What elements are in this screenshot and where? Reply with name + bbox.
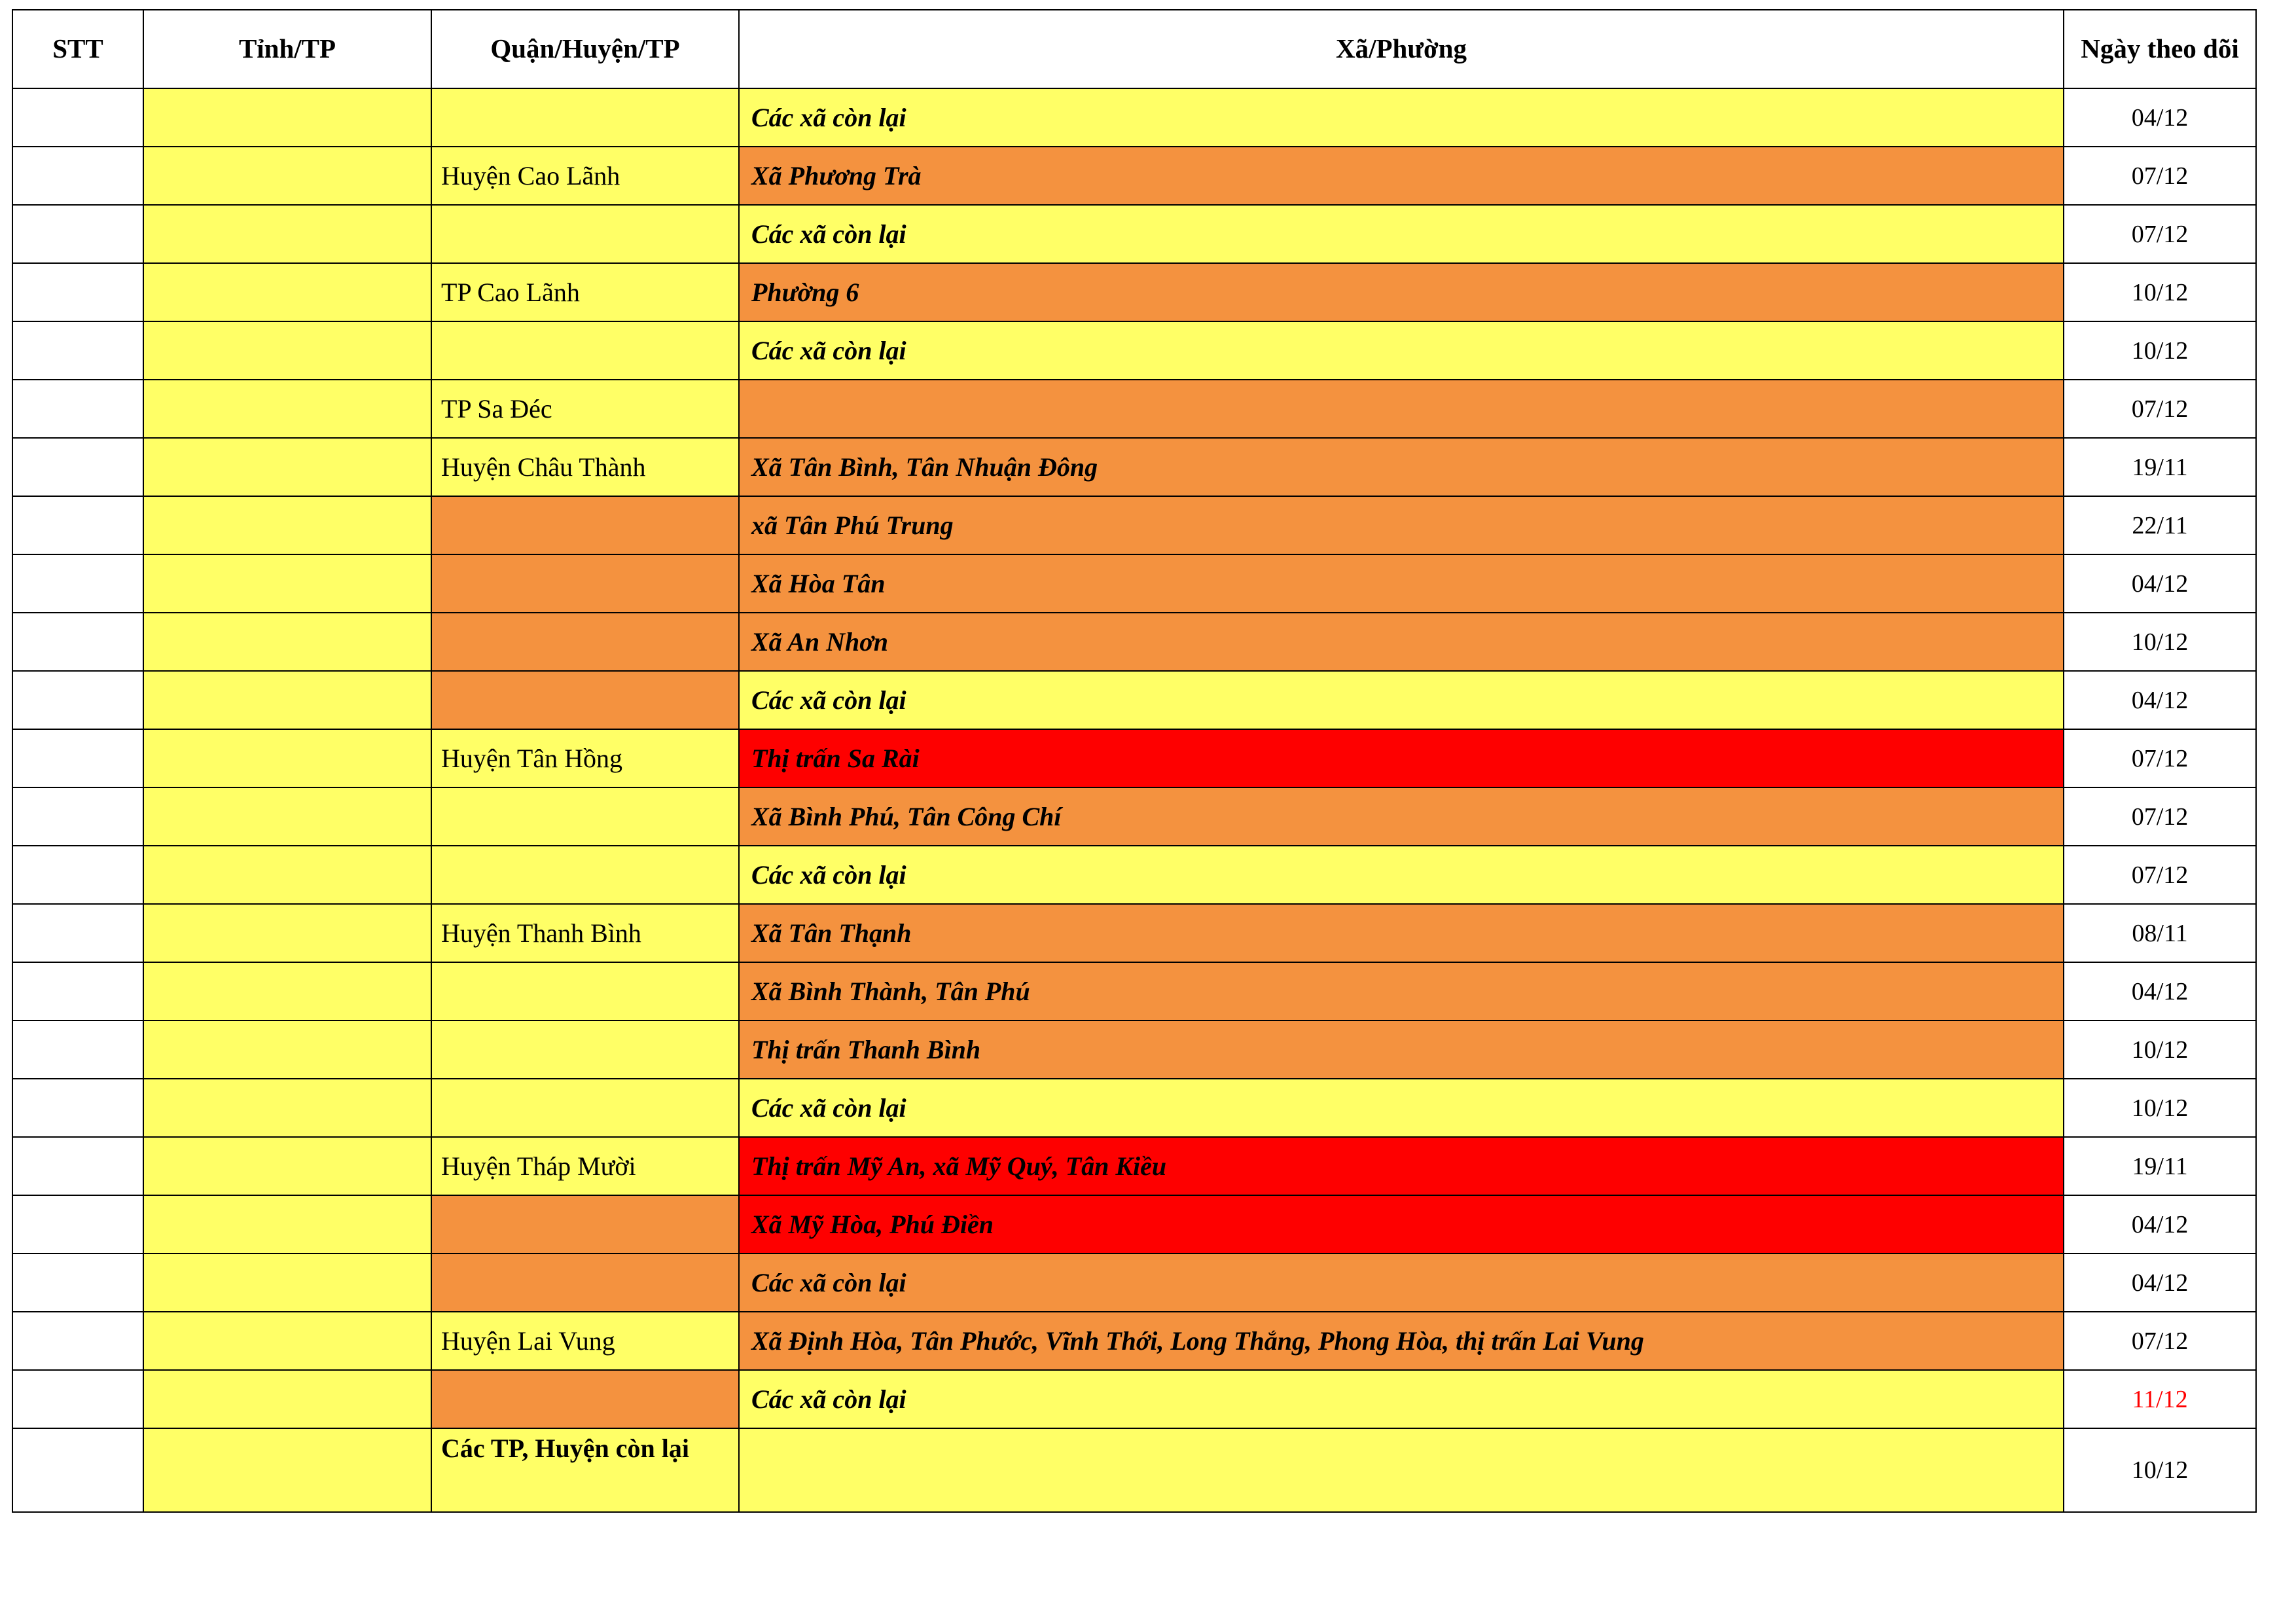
cell-district [431, 1079, 739, 1137]
cell-district [431, 1020, 739, 1079]
table-row [12, 205, 2256, 263]
cell-stt [12, 1312, 143, 1370]
cell-date: 04/12 [2064, 671, 2256, 729]
cell-district [431, 321, 739, 380]
cell-ward: Xã An Nhơn [739, 613, 2064, 671]
table-row [12, 1428, 2256, 1512]
cell-ward [739, 1428, 2064, 1512]
cell-date: 04/12 [2064, 1195, 2256, 1254]
cell-district [431, 846, 739, 904]
table-row [12, 496, 2256, 554]
cell-stt [12, 729, 143, 787]
table-row [12, 1020, 2256, 1079]
cell-ward: Thị trấn Thanh Bình [739, 1020, 2064, 1079]
cell-stt [12, 671, 143, 729]
cell-date: 07/12 [2064, 1312, 2256, 1370]
cell-district: Huyện Tân Hồng [431, 729, 739, 787]
cell-district: Huyện Châu Thành [431, 438, 739, 496]
cell-province [143, 205, 431, 263]
cell-district [431, 1370, 739, 1428]
cell-stt [12, 1020, 143, 1079]
cell-district: Huyện Tháp Mười [431, 1137, 739, 1195]
table-row [12, 671, 2256, 729]
cell-stt [12, 1370, 143, 1428]
cell-ward: Xã Mỹ Hòa, Phú Điền [739, 1195, 2064, 1254]
cell-date: 08/11 [2064, 904, 2256, 962]
column-header-district: Quận/Huyện/TP [431, 10, 739, 88]
cell-district [431, 205, 739, 263]
cell-district [431, 554, 739, 613]
cell-province [143, 321, 431, 380]
table-body [12, 88, 2256, 1512]
cell-ward: Xã Tân Thạnh [739, 904, 2064, 962]
table-row [12, 380, 2256, 438]
cell-date: 04/12 [2064, 88, 2256, 147]
cell-province [143, 729, 431, 787]
cell-ward: Các xã còn lại [739, 1254, 2064, 1312]
cell-ward: xã Tân Phú Trung [739, 496, 2064, 554]
cell-stt [12, 380, 143, 438]
cell-stt [12, 554, 143, 613]
cell-date: 19/11 [2064, 438, 2256, 496]
cell-stt [12, 1254, 143, 1312]
cell-ward: Các xã còn lại [739, 321, 2064, 380]
table-row [12, 321, 2256, 380]
cell-date: 07/12 [2064, 205, 2256, 263]
cell-province [143, 1370, 431, 1428]
cell-stt [12, 88, 143, 147]
cell-date: 07/12 [2064, 147, 2256, 205]
cell-date: 04/12 [2064, 962, 2256, 1020]
table-row [12, 787, 2256, 846]
table-header-row [12, 10, 2256, 88]
cell-stt [12, 438, 143, 496]
cell-stt [12, 205, 143, 263]
cell-ward: Các xã còn lại [739, 1370, 2064, 1428]
cell-province [143, 1254, 431, 1312]
table-row [12, 846, 2256, 904]
table-row [12, 147, 2256, 205]
cell-province [143, 846, 431, 904]
cell-stt [12, 904, 143, 962]
cell-district: Huyện Thanh Bình [431, 904, 739, 962]
cell-district [431, 671, 739, 729]
cell-province [143, 1312, 431, 1370]
cell-province [143, 962, 431, 1020]
cell-province [143, 1195, 431, 1254]
cell-date: 04/12 [2064, 1254, 2256, 1312]
cell-province [143, 88, 431, 147]
cell-stt [12, 846, 143, 904]
cell-date: 19/11 [2064, 1137, 2256, 1195]
table-row [12, 613, 2256, 671]
cell-ward: Các xã còn lại [739, 846, 2064, 904]
cell-ward [739, 380, 2064, 438]
cell-province [143, 1137, 431, 1195]
cell-date: 07/12 [2064, 380, 2256, 438]
cell-date: 10/12 [2064, 1020, 2256, 1079]
cell-stt [12, 962, 143, 1020]
cell-district [431, 496, 739, 554]
cell-province [143, 380, 431, 438]
cell-district: Huyện Lai Vung [431, 1312, 739, 1370]
cell-district [431, 88, 739, 147]
cell-stt [12, 787, 143, 846]
risk-level-table [12, 9, 2257, 1513]
cell-district: Huyện Cao Lãnh [431, 147, 739, 205]
cell-ward: Xã Phương Trà [739, 147, 2064, 205]
table-row [12, 1312, 2256, 1370]
cell-date: 04/12 [2064, 554, 2256, 613]
cell-province [143, 438, 431, 496]
cell-province [143, 904, 431, 962]
cell-ward: Thị trấn Sa Rài [739, 729, 2064, 787]
cell-district [431, 962, 739, 1020]
table-row [12, 1254, 2256, 1312]
cell-date: 10/12 [2064, 1428, 2256, 1512]
cell-province [143, 263, 431, 321]
cell-date: 10/12 [2064, 1079, 2256, 1137]
cell-stt [12, 321, 143, 380]
column-header-ward: Xã/Phường [739, 10, 2064, 88]
cell-date: 07/12 [2064, 846, 2256, 904]
column-header-date: Ngày theo dõi [2064, 10, 2256, 88]
column-header-province: Tỉnh/TP [143, 10, 431, 88]
table-row [12, 554, 2256, 613]
cell-province [143, 1020, 431, 1079]
cell-stt [12, 1079, 143, 1137]
table-row [12, 1137, 2256, 1195]
cell-province [143, 1079, 431, 1137]
table-row [12, 962, 2256, 1020]
table-row [12, 1195, 2256, 1254]
cell-province [143, 787, 431, 846]
cell-district: TP Cao Lãnh [431, 263, 739, 321]
table-row [12, 1079, 2256, 1137]
cell-ward: Thị trấn Mỹ An, xã Mỹ Quý, Tân Kiều [739, 1137, 2064, 1195]
cell-district: Các TP, Huyện còn lại [431, 1428, 739, 1512]
table-row [12, 729, 2256, 787]
cell-province [143, 554, 431, 613]
cell-date: 10/12 [2064, 263, 2256, 321]
cell-district: TP Sa Đéc [431, 380, 739, 438]
table-row [12, 1370, 2256, 1428]
cell-date: 10/12 [2064, 613, 2256, 671]
cell-date: 22/11 [2064, 496, 2256, 554]
cell-date: 07/12 [2064, 729, 2256, 787]
cell-stt [12, 1137, 143, 1195]
cell-stt [12, 263, 143, 321]
table-row [12, 438, 2256, 496]
cell-ward: Xã Tân Bình, Tân Nhuận Đông [739, 438, 2064, 496]
cell-ward: Xã Bình Thành, Tân Phú [739, 962, 2064, 1020]
cell-province [143, 1428, 431, 1512]
column-header-stt: STT [12, 10, 143, 88]
cell-stt [12, 1195, 143, 1254]
cell-ward: Các xã còn lại [739, 88, 2064, 147]
cell-district [431, 1254, 739, 1312]
cell-province [143, 496, 431, 554]
cell-ward: Xã Bình Phú, Tân Công Chí [739, 787, 2064, 846]
cell-date: 07/12 [2064, 787, 2256, 846]
table-row [12, 263, 2256, 321]
cell-district [431, 613, 739, 671]
table-row [12, 904, 2256, 962]
cell-ward: Các xã còn lại [739, 671, 2064, 729]
cell-province [143, 147, 431, 205]
cell-stt [12, 1428, 143, 1512]
cell-ward: Xã Định Hòa, Tân Phước, Vĩnh Thới, Long Thắng, Phong Hòa, thị trấn Lai Vung [739, 1312, 2064, 1370]
table-row [12, 88, 2256, 147]
cell-stt [12, 147, 143, 205]
cell-stt [12, 496, 143, 554]
table-header [12, 10, 2256, 88]
cell-ward: Các xã còn lại [739, 1079, 2064, 1137]
cell-ward: Các xã còn lại [739, 205, 2064, 263]
cell-ward: Phường 6 [739, 263, 2064, 321]
cell-district [431, 787, 739, 846]
cell-stt [12, 613, 143, 671]
cell-province [143, 613, 431, 671]
cell-province [143, 671, 431, 729]
cell-ward: Xã Hòa Tân [739, 554, 2064, 613]
cell-date: 10/12 [2064, 321, 2256, 380]
cell-district [431, 1195, 739, 1254]
cell-date: 11/12 [2064, 1370, 2256, 1428]
